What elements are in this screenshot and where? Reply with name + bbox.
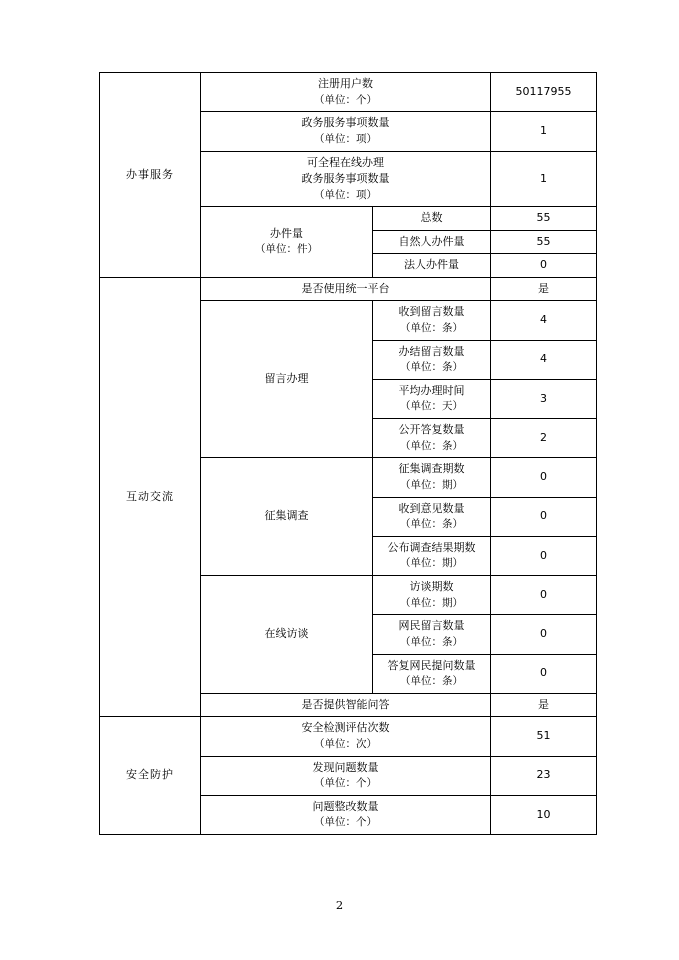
value-cell: 55: [491, 230, 597, 254]
sub-item-cell: [373, 536, 491, 575]
table-row: [100, 73, 597, 112]
sub-item-unit: （单位：天）: [400, 400, 463, 413]
sub-item-cell: [373, 301, 491, 340]
value-cell: 55: [491, 207, 597, 231]
item-unit: （单位：次）: [314, 737, 377, 750]
sub-item-cell: [373, 458, 491, 497]
value-cell: 0: [491, 254, 597, 278]
value-cell: 0: [491, 536, 597, 575]
value-cell: 0: [491, 497, 597, 536]
sub-item-unit: （单位：期）: [400, 478, 463, 491]
category-cell-security: 安全防护: [100, 717, 201, 835]
item-cell: [201, 112, 491, 151]
item-unit: （单位：项）: [314, 188, 377, 201]
sub-item-label: 公布调查结果期数: [387, 540, 476, 554]
item-unit: （单位：个）: [314, 777, 377, 789]
sub-item-label: 公开答复数量: [398, 423, 465, 436]
item-unit: （单位：项）: [314, 132, 377, 145]
sub-item-cell: [373, 419, 491, 458]
item-cell: 是否提供智能问答: [201, 693, 491, 717]
sub-item-unit: （单位：条）: [400, 635, 463, 648]
sub-item-unit: （单位：条）: [400, 361, 463, 373]
sub-item-label: 总数: [373, 207, 491, 231]
value-cell: 1: [491, 151, 597, 207]
item-label: 安全检测评估次数: [301, 721, 390, 735]
table-row: [100, 277, 597, 301]
value-cell: 是: [491, 277, 597, 301]
value-cell: 23: [491, 756, 597, 795]
item-cell: [201, 795, 491, 834]
category-cell-service: 办事服务: [100, 73, 201, 278]
item-cell: [201, 717, 491, 756]
sub-item-unit: （单位：条）: [400, 321, 463, 334]
sub-item-label: 答复网民提问数量: [387, 658, 476, 672]
sub-item-unit: （单位：条）: [400, 439, 463, 452]
value-cell: 0: [491, 654, 597, 693]
value-cell: 2: [491, 419, 597, 458]
sub-item-label: 法人办件量: [373, 254, 491, 278]
sub-item-cell: [373, 340, 491, 379]
sub-item-label: 网民留言数量: [398, 619, 465, 633]
sub-item-label: 办结留言数量: [398, 344, 465, 358]
value-cell: 51: [491, 717, 597, 756]
item-cell: 征集调查: [201, 458, 373, 576]
item-label: 可全程在线办理: [307, 155, 384, 169]
item-cell: 是否使用统一平台: [201, 277, 491, 301]
value-cell: 0: [491, 458, 597, 497]
sub-item-label: 平均办理时间: [398, 383, 465, 397]
value-cell: 4: [491, 340, 597, 379]
value-cell: 3: [491, 379, 597, 418]
sub-item-label: 自然人办件量: [373, 230, 491, 254]
sub-item-unit: （单位：条）: [400, 675, 463, 687]
value-cell: 10: [491, 795, 597, 834]
sub-item-cell: [373, 497, 491, 536]
sub-item-label: 收到留言数量: [398, 305, 465, 319]
table-row: [100, 717, 597, 756]
item-cell: [201, 756, 491, 795]
value-cell: 1: [491, 112, 597, 151]
sub-item-cell: [373, 576, 491, 615]
item-label: 注册用户数: [318, 77, 373, 90]
item-cell: [201, 207, 373, 278]
category-cell-interaction: 互动交流: [100, 277, 201, 717]
item-label: 办件量: [270, 226, 303, 240]
page-number: 2: [335, 898, 344, 912]
value-cell: 0: [491, 615, 597, 654]
sub-item-label: 访谈期数: [409, 580, 454, 593]
value-cell: 是: [491, 693, 597, 717]
government-website-report-table: [99, 72, 597, 835]
sub-item-cell: [373, 654, 491, 693]
sub-item-unit: （单位：条）: [400, 518, 463, 530]
item-label-second-line: 政务服务事项数量: [301, 172, 390, 185]
item-cell: [201, 151, 491, 207]
value-cell: 0: [491, 576, 597, 615]
sub-item-unit: （单位：期）: [400, 557, 463, 570]
sub-item-unit: （单位：期）: [400, 596, 463, 609]
sub-item-label: 征集调查期数: [398, 462, 465, 476]
item-label: 问题整改数量: [312, 799, 379, 813]
item-unit: （单位：件）: [255, 243, 318, 256]
item-unit: （单位：个）: [314, 93, 377, 106]
item-cell: [201, 73, 491, 112]
sub-item-label: 收到意见数量: [398, 501, 465, 515]
value-cell: 50117955: [491, 73, 597, 112]
value-cell: 4: [491, 301, 597, 340]
item-cell: 在线访谈: [201, 576, 373, 694]
sub-item-cell: [373, 615, 491, 654]
item-label: 政务服务事项数量: [301, 116, 390, 130]
item-cell: 留言办理: [201, 301, 373, 458]
item-unit: （单位：个）: [314, 816, 377, 829]
sub-item-cell: [373, 379, 491, 418]
item-label: 发现问题数量: [312, 760, 379, 774]
